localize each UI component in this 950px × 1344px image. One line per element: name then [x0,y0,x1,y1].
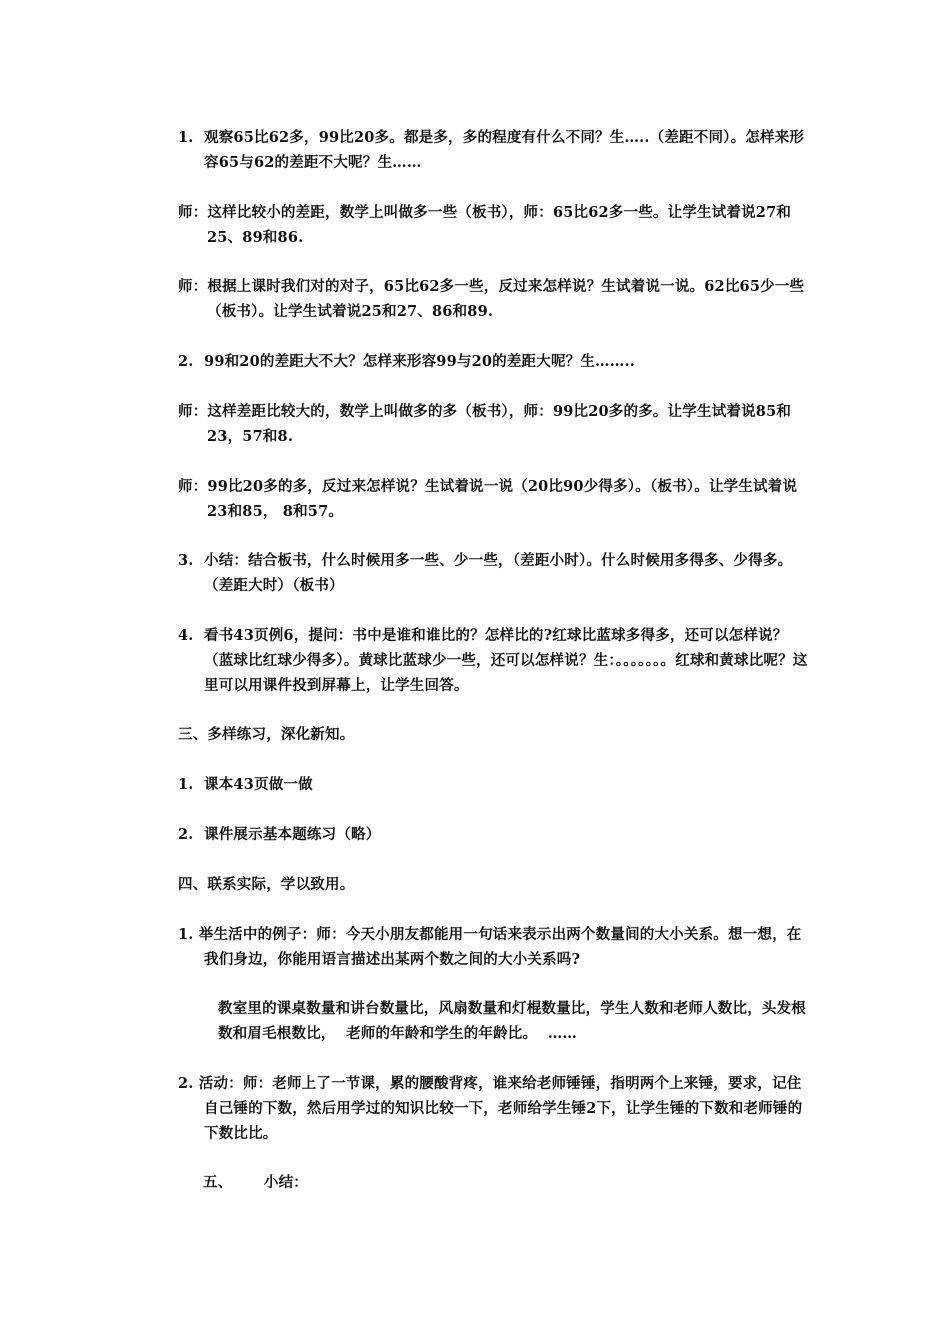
paragraph-teacher-reverse-small: 师：根据上课时我们对的对子，65比62多一些，反过来怎样说？生试着说一说。62比65少一些（板书）。让学生试着说25和27、86和89. [178,278,805,320]
paragraph-book-example: 4. 看书43页例6，提问：书中是谁和谁比的？怎样比的?红球比蓝球多得多，还可以怎样说？（蓝球比红球少得多）。黄球比蓝球少一些，还可以怎样说？生：。。。。。。。红球和黄球比呢？这里可以用课件投到屏幕上，让学生回答。 [178,627,808,694]
paragraph-summary-3: 3. 小结：结合板书，什么时候用多一些、少一些，（差距小时）。什么时候用多得多、少得多。（差距大时）（板书） [178,552,793,594]
section-heading-application: 四、联系实际，学以致用。 [178,876,355,893]
paragraph-teacher-reverse-big: 师：99比20多的多，反过来怎样说？生试着说一说（20比90少得多）。（板书）。让学生试着说23和85， 8和57。 [178,478,798,520]
paragraph-textbook-exercise: 1. 课本43页做一做 [178,776,313,793]
paragraph-life-examples: 1. 举生活中的例子：师：今天小朋友都能用一句话来表示出两个数量间的大小关系。想一想，在我们身边，你能用语言描述出某两个数之间的大小关系吗? [178,926,802,968]
paragraph-activity: 2. 活动：师：老师上了一节课，累的腰酸背疼，谁来给老师锤锤，指明两个上来锤，要求，记住自己锤的下数，然后用学过的知识比较一下，老师给学生锤2下，让学生锤的下数和老师锤的下数比比。 [178,1075,803,1142]
paragraph-classroom-examples: 教室里的课桌数量和讲台数量比，风扇数量和灯棍数量比，学生人数和老师人数比，头发根数和眉毛根数比， 老师的年龄和学生的年龄比。 …… [218,1000,806,1042]
section-heading-practice: 三、多样练习，深化新知。 [178,726,355,743]
paragraph-courseware-exercise: 2. 课件展示基本题练习（略） [178,826,381,843]
paragraph-big-gap-question: 2. 99和20的差距大不大？怎样来形容99与20的差距大呢？生…….. [178,353,635,370]
section-heading-summary: 五、 小结： [203,1174,308,1191]
paragraph-teacher-big-gap: 师：这样差距比较大的，数学上叫做多的多（板书），师：99比20多的多。让学生试着说85和23，57和8. [178,403,792,445]
paragraph-teacher-small-gap: 师：这样比较小的差距，数学上叫做多一些（板书），师：65比62多一些。让学生试着说27和25、89和86. [178,204,792,246]
paragraph-observe: 1. 观察65比62多，99比20多。都是多，多的程度有什么不同？生…..（差距不同）。怎样来形容65与62的差距不大呢？生…… [178,129,805,171]
